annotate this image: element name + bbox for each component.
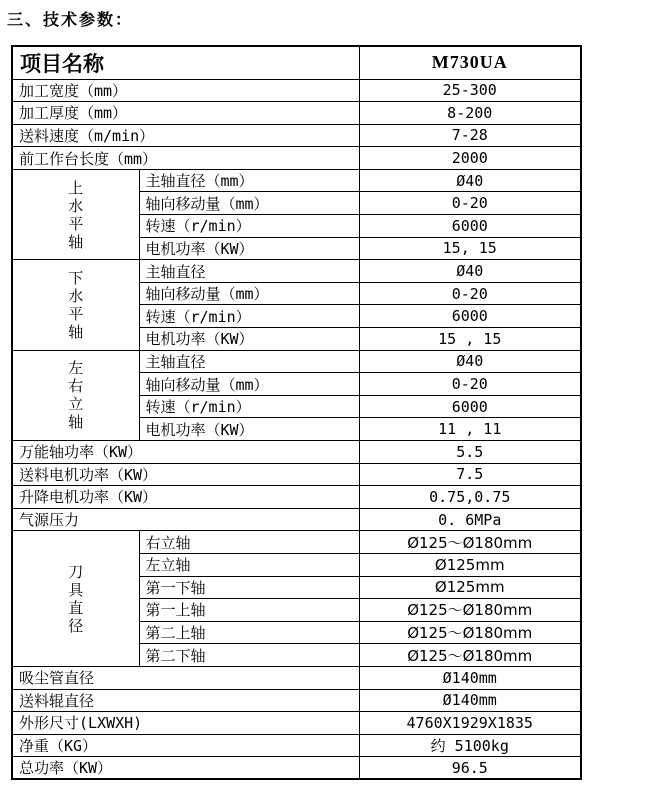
row-label: 电机功率（KW）: [139, 418, 359, 441]
row-label: 外形尺寸(LXWXH): [12, 712, 359, 735]
group-label-tool-diameter: [12, 531, 139, 667]
row-label: 送料电机功率（KW）: [12, 463, 359, 486]
row-label: 左立轴: [139, 553, 359, 576]
row-label: 升降电机功率（KW）: [12, 486, 359, 509]
row-label: 净重（KG）: [12, 734, 359, 757]
row-value: 15, 15: [359, 237, 581, 260]
table-row: [12, 124, 581, 147]
row-value: 96.5: [359, 757, 581, 780]
row-value: 25-300: [359, 79, 581, 102]
row-label: 转速（r/min）: [139, 305, 359, 328]
row-label: 第一下轴: [139, 576, 359, 599]
row-value: Ø125～Ø180mm: [359, 621, 581, 644]
row-label: 电机功率（KW）: [139, 328, 359, 351]
row-value: 8-200: [359, 102, 581, 125]
row-value: Ø125～Ø180mm: [359, 531, 581, 554]
row-label: 第二下轴: [139, 644, 359, 667]
row-value: 0-20: [359, 282, 581, 305]
row-value: 0. 6MPa: [359, 508, 581, 531]
row-label: 前工作台长度（mm）: [12, 147, 359, 170]
table-row: [12, 734, 581, 757]
row-label: 总功率（KW）: [12, 757, 359, 780]
table-row: [12, 531, 581, 554]
table-row: [12, 689, 581, 712]
row-value: Ø125mm: [359, 553, 581, 576]
row-label: 第二上轴: [139, 621, 359, 644]
row-label: 右立轴: [139, 531, 359, 554]
row-label: 轴向移动量（mm）: [139, 373, 359, 396]
row-value: 0-20: [359, 192, 581, 215]
row-value: Ø140mm: [359, 666, 581, 689]
row-label: 电机功率（KW）: [139, 237, 359, 260]
row-value: 15 , 15: [359, 328, 581, 351]
table-row: [12, 712, 581, 735]
page-title: 三、技术参数：: [7, 10, 134, 29]
table-row: [12, 79, 581, 102]
table-row: [12, 666, 581, 689]
row-value: 7-28: [359, 124, 581, 147]
table-row: [12, 102, 581, 125]
row-label: 轴向移动量（mm）: [139, 192, 359, 215]
table-row: [12, 350, 581, 373]
group-label-text: 下水平轴: [68, 268, 84, 341]
row-value: 约 5100kg: [359, 734, 581, 757]
table-row: [12, 441, 581, 464]
row-label: 吸尘管直径: [12, 666, 359, 689]
table-row: [12, 486, 581, 509]
row-label: 送料速度（m/min）: [12, 124, 359, 147]
row-value: 4760X1929X1835: [359, 712, 581, 735]
group-label-text: 刀具直径: [68, 562, 84, 635]
row-label: 送料辊直径: [12, 689, 359, 712]
row-value: 0.75,0.75: [359, 486, 581, 509]
row-label: 主轴直径: [139, 260, 359, 283]
row-value: Ø125～Ø180mm: [359, 644, 581, 667]
row-value: 0-20: [359, 373, 581, 396]
group-label-upper-horizontal-spindle: [12, 169, 139, 259]
table-row: [12, 757, 581, 780]
table-row: [12, 463, 581, 486]
row-value: Ø125～Ø180mm: [359, 599, 581, 622]
row-value: 6000: [359, 305, 581, 328]
row-value: 11 , 11: [359, 418, 581, 441]
row-label: 万能轴功率（KW）: [12, 441, 359, 464]
row-label: 加工宽度（mm）: [12, 79, 359, 102]
table-row: [12, 508, 581, 531]
row-value: 5.5: [359, 441, 581, 464]
row-value: Ø40: [359, 169, 581, 192]
row-value: 7.5: [359, 463, 581, 486]
row-label: 加工厚度（mm）: [12, 102, 359, 125]
row-label: 第一上轴: [139, 599, 359, 622]
table-row: [12, 147, 581, 170]
group-label-text: 左右立轴: [68, 359, 84, 432]
row-value: Ø40: [359, 260, 581, 283]
table-row: [12, 260, 581, 283]
row-value: 6000: [359, 215, 581, 238]
row-label: 气源压力: [12, 508, 359, 531]
row-value: 2000: [359, 147, 581, 170]
row-label: 主轴直径: [139, 350, 359, 373]
row-label: 轴向移动量（mm）: [139, 282, 359, 305]
row-value: 6000: [359, 395, 581, 418]
spec-table: [11, 45, 582, 780]
row-value: Ø125mm: [359, 576, 581, 599]
row-label: 主轴直径（mm）: [139, 169, 359, 192]
header-row: [12, 46, 581, 79]
group-label-left-right-vertical-spindle: [12, 350, 139, 440]
row-value: Ø140mm: [359, 689, 581, 712]
group-label-text: 上水平轴: [68, 178, 84, 251]
row-label: 转速（r/min）: [139, 395, 359, 418]
group-label-lower-horizontal-spindle: [12, 260, 139, 350]
row-value: Ø40: [359, 350, 581, 373]
column-header-model: M730UA: [359, 46, 581, 79]
table-row: [12, 169, 581, 192]
column-header-item-name: 项目名称: [12, 46, 359, 79]
row-label: 转速（r/min）: [139, 215, 359, 238]
